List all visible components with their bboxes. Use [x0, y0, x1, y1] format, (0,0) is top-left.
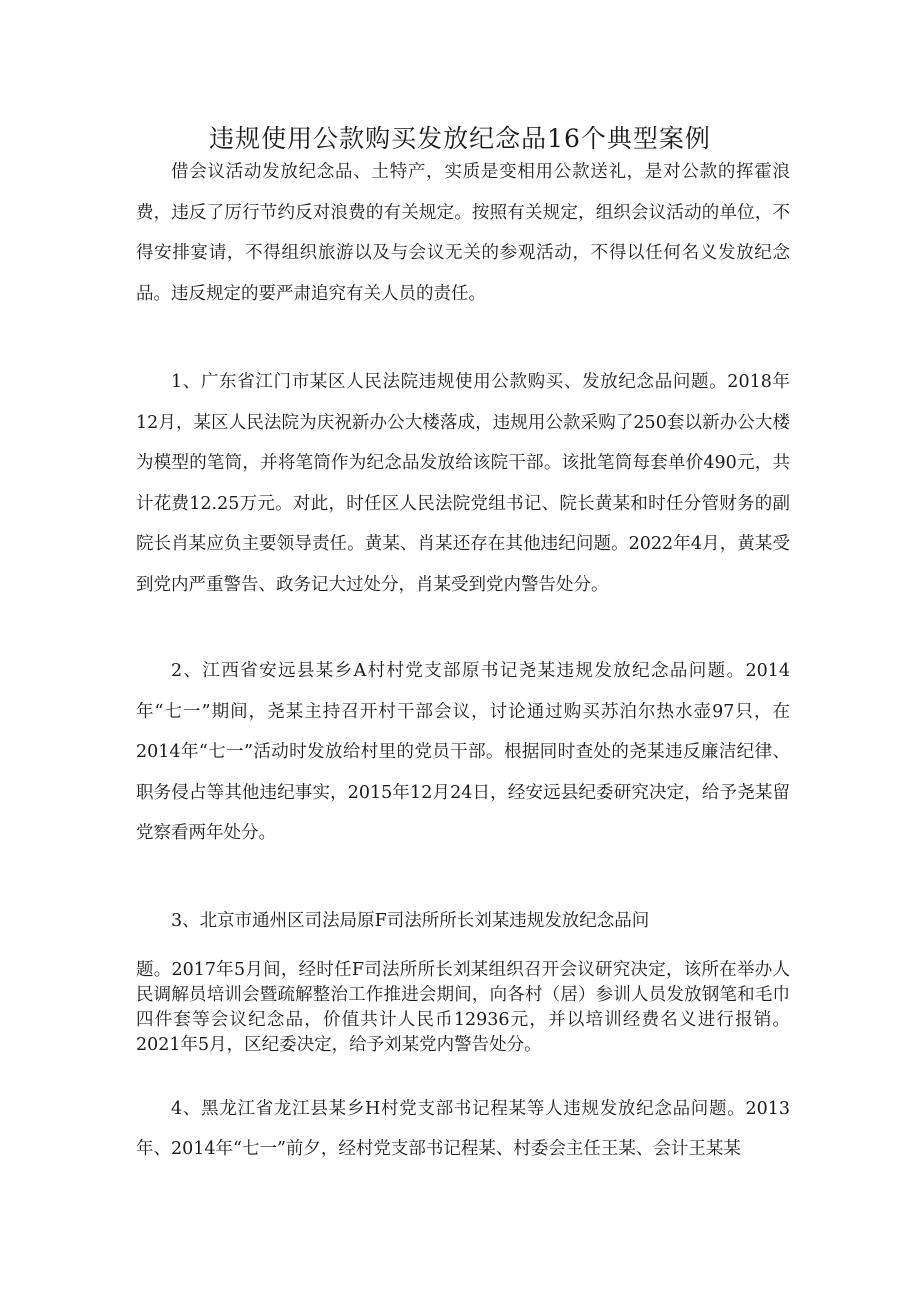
paragraph-case-1: 1、广东省江门市某区人民法院违规使用公款购买、发放纪念品问题。2018年12月，某区人民法院为庆祝新办公大楼落成，违规用公款采购了250套以新办公大楼为模型的笔筒，并将笔筒作为纪念品发放给该院干部。该批笔筒每套单价490元，共计花费12.25万元。对此，时任区人民法院党组书记、院长黄某和时任分管财务的副院长肖某应负主要领导责任。黄某、肖某还存在其他违纪问题。2022年4月，黄某受到党内严重警告、政务记大过处分，肖某受到党内警告处分。 — [136, 372, 790, 595]
paragraph-case-3-body: 题。2017年5月间，经时任F司法所所长刘某组织召开会议研究决定，该所在举办人民调解员培训会暨疏解整治工作推进会期间，向各村（居）参训人员发放钢笔和毛巾四件套等会议纪念品，价值共计人民币12936元，并以培训经费名义进行报销。2021年5月，区纪委决定，给予刘某党内警告处分。 — [136, 960, 790, 1055]
paragraph-intro: 借会议活动发放纪念品、土特产，实质是变相用公款送礼，是对公款的挥霍浪费，违反了厉行节约反对浪费的有关规定。按照有关规定，组织会议活动的单位，不得安排宴请，不得组织旅游以及与会议无关的参观活动，不得以任何名义发放纪念品。违反规定的要严肃追究有关人员的责任。 — [136, 162, 790, 304]
paragraph-case-3-heading: 3、北京市通州区司法局原F司法所所长刘某违规发放纪念品问 — [171, 911, 650, 931]
paragraph-case-4: 4、黑龙江省龙江县某乡H村党支部书记程某等人违规发放纪念品问题。2013年、2014年“七一”前夕，经村党支部书记程某、村委会主任王某、会计王某某 — [136, 1099, 790, 1159]
document-title: 违规使用公款购买发放纪念品16个典型案例 — [209, 124, 711, 153]
paragraph-case-2: 2、江西省安远县某乡A村村党支部原书记尧某违规发放纪念品问题。2014年“七一”期间，尧某主持召开村干部会议，讨论通过购买苏泊尔热水壶97只，在2014年“七一”活动时发放给村里的党员干部。根据同时查处的尧某违反廉洁纪律、职务侵占等其他违纪事实，2015年12月24日，经安远县纪委研究决定，给予尧某留党察看两年处分。 — [136, 661, 790, 843]
